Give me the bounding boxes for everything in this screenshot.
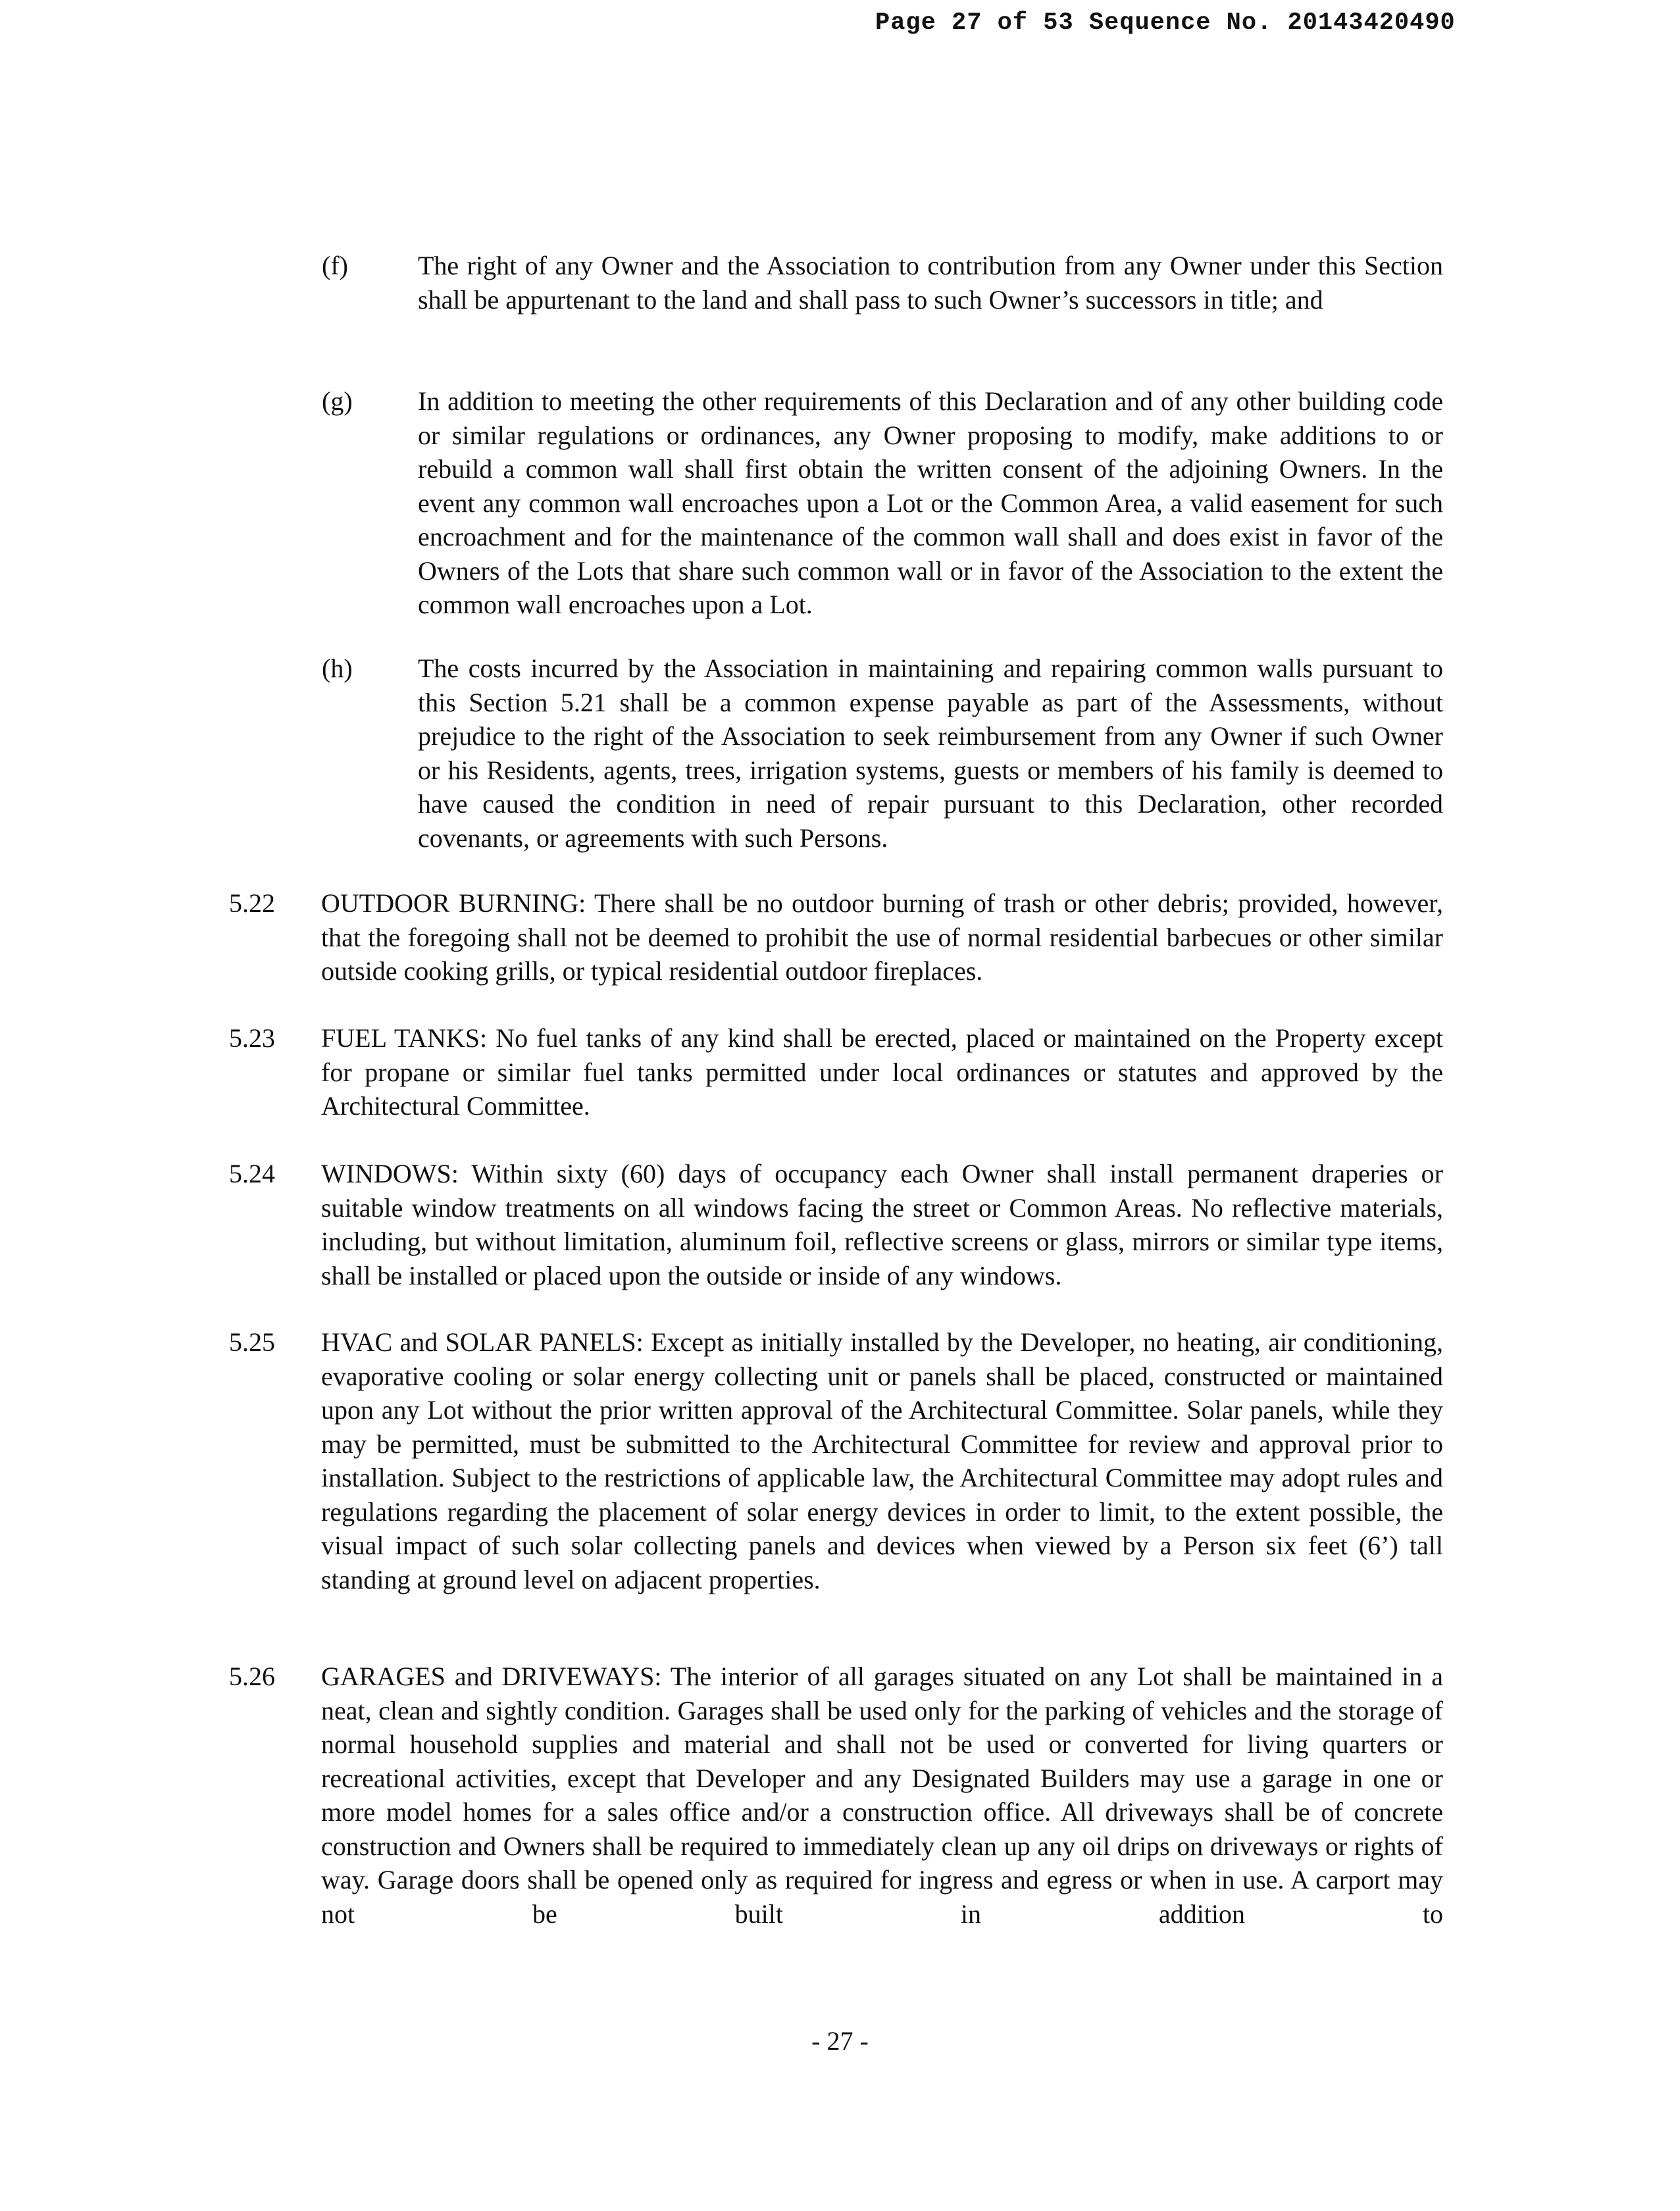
subsection-text-h: The costs incurred by the Association in maintaining and repairing common walls pursuant to this Section 5.21 shall be a common expense payable as part of the Assessments, without prejudice to the right of the Association to seek reimbursement from any Owner if such Owner or his Residents, agents, trees, irrigation systems, guests or members of his family is deemed to have caused the condition in need of repair pursuant to this Declaration, other recorded covenants, or agreements with such Persons.	[418, 653, 1443, 853]
section-number-5-23: 5.23	[229, 1023, 275, 1053]
subsection-text-g: In addition to meeting the other requirements of this Declaration and of any other building code or similar regulations or ordinances, any Owner proposing to modify, make additions to or rebuild a common wall shall first obtain the written consent of the adjoining Owners. In the event any common wall encroaches upon a Lot or the Common Area, a valid easement for such encroachment and for the maintenance of the common wall shall and does exist in favor of the Owners of the Lots that share such common wall or in favor of the Association to the extent the common wall encroaches upon a Lot.	[418, 386, 1443, 619]
page-number-footer: - 27 -	[811, 2026, 869, 2056]
section-number-5-25: 5.25	[229, 1327, 275, 1357]
section-text-5-25: HVAC and SOLAR PANELS: Except as initially installed by the Developer, no heating, air conditioning, evaporative cooling or solar energy collecting unit or panels shall be placed, constructed or maintained upon any Lot without the prior written approval of the Architectural Committee. Solar panels, while they may be permitted, must be submitted to the Architectural Committee for review and approval prior to installation. Subject to the restrictions of applicable law, the Architectural Committee may adopt rules and regulations regarding the placement of solar energy devices in order to limit, to the extent possible, the visual impact of such solar collecting panels and devices when viewed by a Person six feet (6’) tall standing at ground level on adjacent properties.	[321, 1327, 1443, 1594]
section-text-5-26: GARAGES and DRIVEWAYS: The interior of all garages situated on any Lot shall be maintained in a neat, clean and sightly condition. Garages shall be used only for the parking of vehicles and the storage of normal household supplies and material and shall not be used or converted for living quarters or recreational activities, except that Developer and any Designated Builders may use a garage in one or more model homes for a sales office and/or a construction office. All driveways shall be of concrete construction and Owners shall be required to immediately clean up any oil drips on driveways or rights of way. Garage doors shall be opened only as required for ingress and egress or when in use. A carport may not be built in addition to	[321, 1662, 1443, 1929]
section-number-5-22: 5.22	[229, 888, 275, 918]
subsection-marker-h: (h)	[322, 653, 353, 683]
subsection-marker-f: (f)	[322, 251, 348, 280]
subsection-marker-g: (g)	[322, 386, 353, 416]
section-text-5-22: OUTDOOR BURNING: There shall be no outdoor burning of trash or other debris; provided, however, that the foregoing shall not be deemed to prohibit the use of normal residential barbecues or other similar outside cooking grills, or typical residential outdoor fireplaces.	[321, 888, 1443, 986]
page-sequence-header: Page 27 of 53 Sequence No. 20143420490	[875, 9, 1456, 37]
section-text-5-24: WINDOWS: Within sixty (60) days of occupancy each Owner shall install permanent draperies or suitable window treatments on all windows facing the street or Common Areas. No reflective materials, including, but without limitation, aluminum foil, reflective screens or glass, mirrors or similar type items, shall be installed or placed upon the outside or inside of any windows.	[321, 1159, 1443, 1290]
section-text-5-23: FUEL TANKS: No fuel tanks of any kind shall be erected, placed or maintained on the Property except for propane or similar fuel tanks permitted under local ordinances or statutes and approved by the Architectural Committee.	[321, 1023, 1443, 1121]
section-number-5-26: 5.26	[229, 1662, 275, 1691]
section-number-5-24: 5.24	[229, 1159, 275, 1188]
subsection-text-f: The right of any Owner and the Association to contribution from any Owner under this Section shall be appurtenant to the land and shall pass to such Owner’s successors in title; and	[418, 251, 1443, 315]
